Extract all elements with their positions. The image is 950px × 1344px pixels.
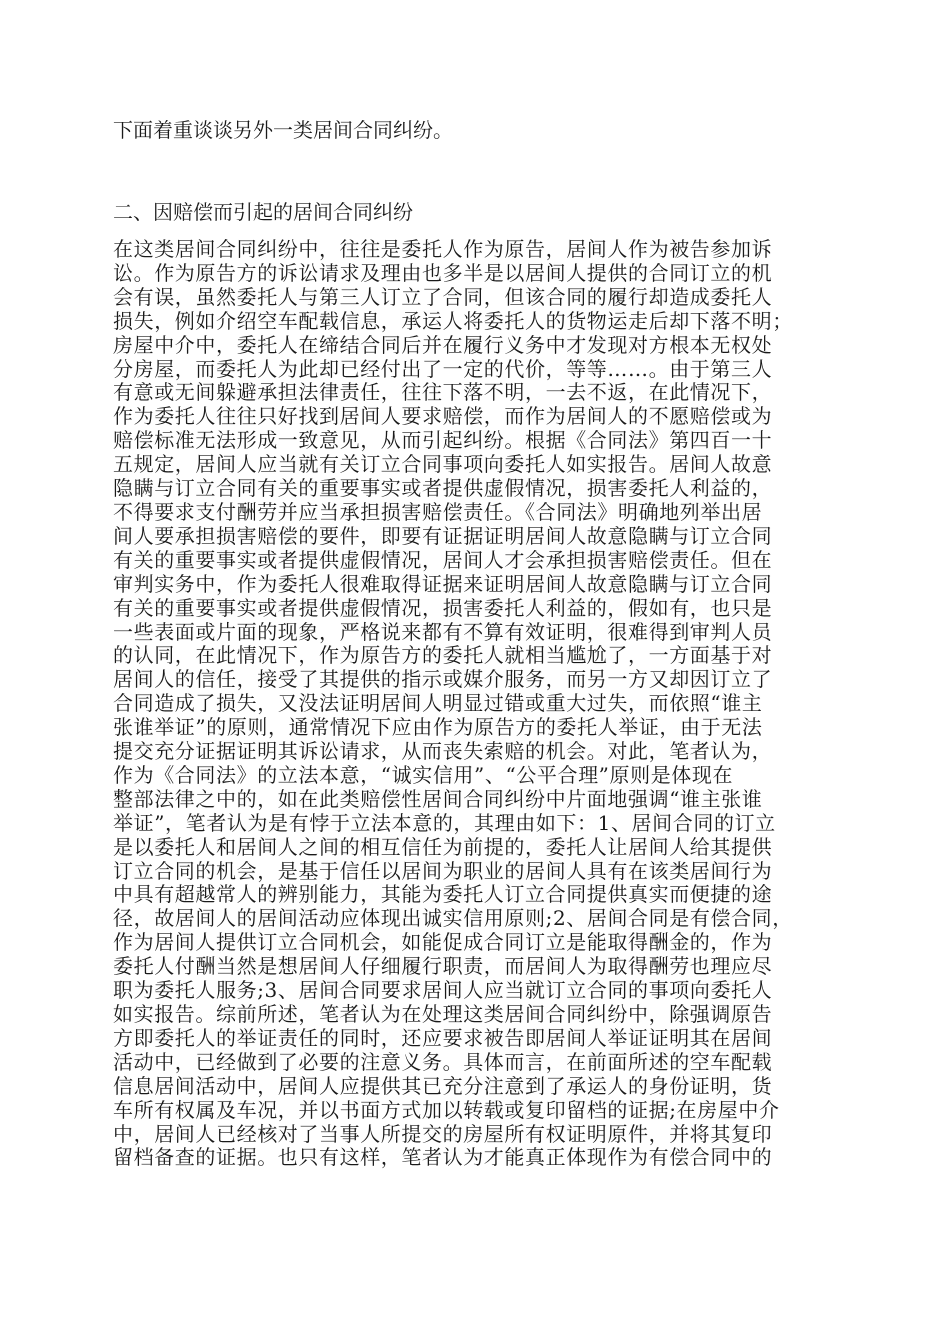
body-line: 赔偿标准无法形成一致意见，从而引起纠纷。根据《合同法》第四百一十 <box>113 428 773 453</box>
body-line: 作为委托人往往只好找到居间人要求赔偿，而作为居间人的不愿赔偿或为 <box>113 404 773 429</box>
body-line: 损失，例如介绍空车配载信息，承运人将委托人的货物运走后却下落不明； <box>113 308 793 333</box>
body-line: 是以委托人和居间人之间的相互信任为前提的，委托人让居间人给其提供 <box>113 834 773 859</box>
body-line: 方即委托人的举证责任的同时，还应要求被告即居间人举证证明其在居间 <box>113 1025 773 1050</box>
body-line: 订立合同的机会，是基于信任以居间为职业的居间人具有在该类居间行为 <box>113 858 773 883</box>
body-line: 委托人付酬当然是想居间人仔细履行职责，而居间人为取得酬劳也理应尽 <box>113 954 773 979</box>
body-line: 职为委托人服务;3、居间合同要求居间人应当就订立合同的事项向委托人 <box>113 978 773 1003</box>
body-line: 径，故居间人的居间活动应体现出诚实信用原则;2、居间合同是有偿合同， <box>113 906 793 931</box>
body-line: 中具有超越常人的辨别能力，其能为委托人订立合同提供真实而便捷的途 <box>113 882 773 907</box>
body-line: 提交充分证据证明其诉讼请求，从而丧失索赔的机会。对此，笔者认为， <box>113 739 773 764</box>
body-line: 举证”，笔者认为是有悖于立法本意的，其理由如下：1、居间合同的订立 <box>113 810 776 835</box>
body-line: 车所有权属及车况，并以书面方式加以转载或复印留档的证据;在房屋中介 <box>113 1097 780 1122</box>
body-line: 信息居间活动中，居间人应提供其已充分注意到了承运人的身份证明，货 <box>113 1073 773 1098</box>
body-line: 活动中，已经做到了必要的注意义务。具体而言，在前面所述的空车配载 <box>113 1049 773 1074</box>
body-line: 有关的重要事实或者提供虚假情况，居间人才会承担损害赔偿责任。但在 <box>113 547 773 572</box>
body-line: 居间人的信任，接受了其提供的指示或媒介服务，而另一方又却因订立了 <box>113 667 773 692</box>
body-line: 作为居间人提供订立合同机会，如能促成合同订立是能取得酬金的，作为 <box>113 930 773 955</box>
body-line: 间人要承担损害赔偿的要件，即要有证据证明居间人故意隐瞒与订立合同 <box>113 523 773 548</box>
body-line: 隐瞒与订立合同有关的重要事实或者提供虚假情况，损害委托人利益的， <box>113 476 773 501</box>
body-line: 在这类居间合同纠纷中，往往是委托人作为原告，居间人作为被告参加诉 <box>113 237 773 261</box>
body-line: 的认同，在此情况下，作为原告方的委托人就相当尴尬了，一方面基于对 <box>113 643 773 668</box>
body-line: 中，居间人已经核对了当事人所提交的房屋所有权证明原件，并将其复印 <box>113 1121 773 1146</box>
body-line: 五规定，居间人应当就有关订立合同事项向委托人如实报告。居间人故意 <box>113 452 773 477</box>
body-line: 分房屋，而委托人为此却已经付出了一定的代价，等等……。由于第三人 <box>113 356 773 381</box>
body-line: 不得要求支付酬劳并应当承担损害赔偿责任。《合同法》明确地列举出居 <box>113 499 763 524</box>
body-line: 合同造成了损失，又没法证明居间人明显过错或重大过失，而依照“谁主 <box>113 691 763 716</box>
intro-paragraph: 下面着重谈谈另外一类居间合同纠纷。 <box>113 118 453 142</box>
body-line: 有意或无间躲避承担法律责任，往往下落不明，一去不返，在此情况下， <box>113 380 773 405</box>
body-line: 审判实务中，作为委托人很难取得证据来证明居间人故意隐瞒与订立合同 <box>113 571 773 596</box>
body-line: 会有误，虽然委托人与第三人订立了合同，但该合同的履行却造成委托人 <box>113 284 773 309</box>
body-line: 如实报告。综前所述，笔者认为在处理这类居间合同纠纷中，除强调原告 <box>113 1002 773 1026</box>
body-paragraph <box>113 238 843 1170</box>
body-line: 一些表面或片面的现象，严格说来都有不算有效证明，很难得到审判人员 <box>113 619 773 644</box>
section-heading: 二、因赔偿而引起的居间合同纠纷 <box>113 200 413 224</box>
body-line: 张谁举证”的原则，通常情况下应由作为原告方的委托人举证，由于无法 <box>113 715 763 740</box>
body-line: 讼。作为原告方的诉讼请求及理由也多半是以居间人提供的合同订立的机 <box>113 260 773 285</box>
body-line: 整部法律之中的，如在此类赔偿性居间合同纠纷中片面地强调“谁主张谁 <box>113 786 763 811</box>
body-line: 房屋中介中，委托人在缔结合同后并在履行义务中才发现对方根本无权处 <box>113 332 773 357</box>
body-line: 留档备查的证据。也只有这样，笔者认为才能真正体现作为有偿合同中的 <box>113 1145 773 1170</box>
body-line: 作为《合同法》的立法本意，“诚实信用”、“公平合理”原则是体现在 <box>113 762 734 787</box>
body-line: 有关的重要事实或者提供虚假情况，损害委托人利益的，假如有，也只是 <box>113 595 773 620</box>
